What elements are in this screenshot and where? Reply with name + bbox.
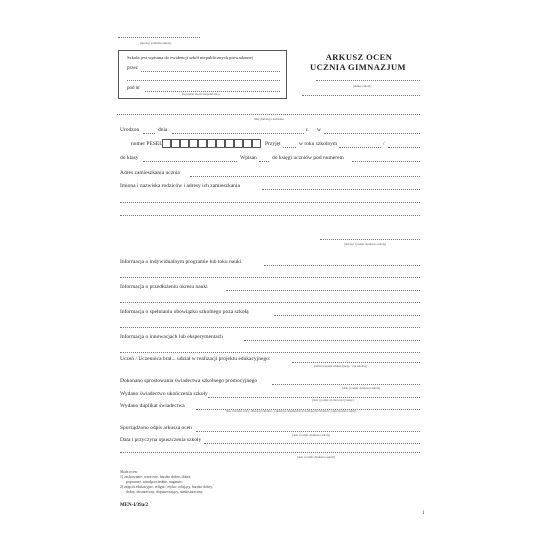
register-by-label: przez	[127, 66, 138, 71]
register-caption: (wypełnia szkoła niepubliczna)	[182, 92, 220, 96]
pesel-digit-box[interactable]	[243, 139, 252, 148]
copy-sent-line	[196, 431, 420, 432]
innovations-line-2	[120, 352, 420, 353]
year-r-label: r.	[306, 127, 309, 133]
entered-suffix-line	[259, 161, 269, 162]
title-line-1: ARKUSZ OCEN	[325, 52, 393, 62]
leaving-date-label: Data i przyczyna opuszczenia szkoły	[120, 437, 202, 443]
class-label: do klasy	[120, 155, 139, 161]
school-year-label: w roku szkolnym	[299, 141, 338, 147]
copy-sent-label: Sporządzono odpis arkusza ocen	[120, 425, 192, 431]
copy-caption: (data i podpis dyrektora szkoły)	[292, 433, 331, 437]
footnote-line-1: 1) zachowanie: wzorowe, bardzo dobre, dobre,	[120, 475, 192, 479]
pesel-digit-box[interactable]	[234, 139, 243, 148]
project-participation-line	[292, 362, 420, 363]
place-w-label: w	[317, 127, 321, 133]
pesel-digit-box[interactable]	[180, 139, 189, 148]
student-name-caption: imię (imiona) i nazwisko	[254, 117, 285, 121]
born-label: Urodzon	[120, 127, 140, 133]
pesel-digit-box[interactable]	[171, 139, 180, 148]
duplicate-caption: (data, nazwisko osoby odbierającej duplikat - wymienione dokumentem stwierdzającym tożsamość, podpis dyrektora szkoły)	[226, 410, 357, 413]
innovations-label: Informacja o innowacjach lub eksperymentach	[120, 334, 223, 340]
pesel-digit-box[interactable]	[225, 139, 234, 148]
individual-program-line-2	[120, 277, 420, 278]
director-signature-caption: (pieczęć i podpis dyrektora szkoły)	[344, 242, 387, 246]
promotion-correction-label: Dokonano sprostowania świadectwa szkolnego promocyjnego	[120, 378, 258, 384]
individual-program-line-1	[264, 265, 420, 266]
pesel-digit-box[interactable]	[252, 139, 261, 148]
register-text: Szkoła jest wpisana do ewidencji szkół niepublicznych prowadzonej	[127, 55, 253, 60]
birth-date-line	[172, 133, 304, 134]
footnote-line-2: poprawne, nieodpowiednie, naganne;	[126, 480, 183, 484]
register-line-2	[127, 80, 280, 81]
school-stamp-caption: (pieczęć podłużna szkoły)	[140, 41, 172, 45]
duplicate-issued-label: Wydano duplikat świadectwa	[120, 403, 185, 409]
book-number-line	[352, 161, 420, 162]
project-caption: (temat projektu edukacyjnego / rok szkolny)	[314, 364, 368, 368]
project-participation-label: Uczeń / Uczennica brał... udział w realizacji projektu edukacyjnego:	[120, 356, 271, 362]
extended-period-line-1	[226, 290, 420, 291]
extended-period-line-2	[120, 302, 420, 303]
parents-line-2	[120, 202, 420, 203]
leaving-caption: (data i podpis dyrektora szkoły)	[297, 455, 336, 459]
admitted-label: Przyjęt	[265, 141, 281, 147]
address-line	[190, 176, 420, 177]
footnote-line-4: dobry, dostateczny, dopuszczający, niedostateczny.	[126, 490, 204, 494]
promotion-correction-caption: (data i podpis dyrektora szkoły)	[342, 386, 381, 390]
day-label: dnia	[158, 127, 168, 133]
pesel-digit-box[interactable]	[198, 139, 207, 148]
leaving-date-line-2	[120, 452, 420, 453]
school-year-end-line	[388, 147, 420, 148]
parents-line-1	[262, 189, 420, 190]
pesel-digit-box[interactable]	[189, 139, 198, 148]
outside-school-line-2	[120, 327, 420, 328]
register-no-label: pod nr	[127, 86, 140, 91]
promotion-correction-line	[272, 384, 420, 385]
extended-period-label: Informacja o przedłużeniu okresu nauki	[120, 284, 208, 290]
school-number-line-2	[302, 95, 420, 96]
register-by-line	[141, 71, 280, 72]
birth-place-line	[324, 133, 420, 134]
director-signature-line	[320, 239, 420, 240]
address-label: Adres zamieszkania ucznia	[120, 170, 180, 176]
school-number-caption: (numer szkoły)	[353, 84, 372, 88]
outside-school-label: Informacja o spełnianiu obowiązku szkolnego poza szkołą	[120, 309, 249, 315]
school-stamp-line	[118, 37, 200, 38]
pesel-label: numer PESEL	[131, 141, 163, 147]
footnote-heading: Skala ocen:	[120, 470, 138, 474]
completion-caption: (data i podpis wychowawcy klasy)	[312, 398, 354, 402]
parents-line-3	[120, 215, 420, 216]
school-year-slash: /	[383, 141, 385, 147]
outside-school-line-1	[274, 315, 420, 316]
school-year-start-line	[339, 147, 381, 148]
footnote-line-3: 2) zajęcia edukacyjne, religia / etyka: celujący, bardzo dobry,	[120, 485, 213, 489]
student-name-line	[117, 114, 420, 115]
title-line-2: UCZNIA GIMNAZJUM	[310, 62, 406, 72]
admitted-suffix-line	[283, 147, 296, 148]
leaving-date-line-1	[204, 443, 420, 444]
form-code: MEN-I/39a/2	[120, 503, 149, 508]
class-line	[143, 161, 237, 162]
book-label: do księgi uczniów pod numerem	[272, 155, 344, 161]
pesel-digit-box[interactable]	[207, 139, 216, 148]
pesel-digit-box[interactable]	[162, 139, 171, 148]
innovations-line-1	[244, 340, 420, 341]
pesel-digit-box[interactable]	[216, 139, 225, 148]
entered-label: Wpisan	[240, 155, 257, 161]
individual-program-label: Informacja o indywidualnym programie lub toku nauki	[120, 259, 242, 265]
born-suffix-line	[143, 133, 155, 134]
parents-label: Imiona i nazwiska rodziców i adresy ich zamieszkania	[120, 183, 240, 189]
page-number: 1	[422, 511, 425, 516]
completion-issued-label: Wydano świadectwo ukończenia szkoły	[120, 391, 208, 397]
school-number-line	[316, 80, 420, 81]
